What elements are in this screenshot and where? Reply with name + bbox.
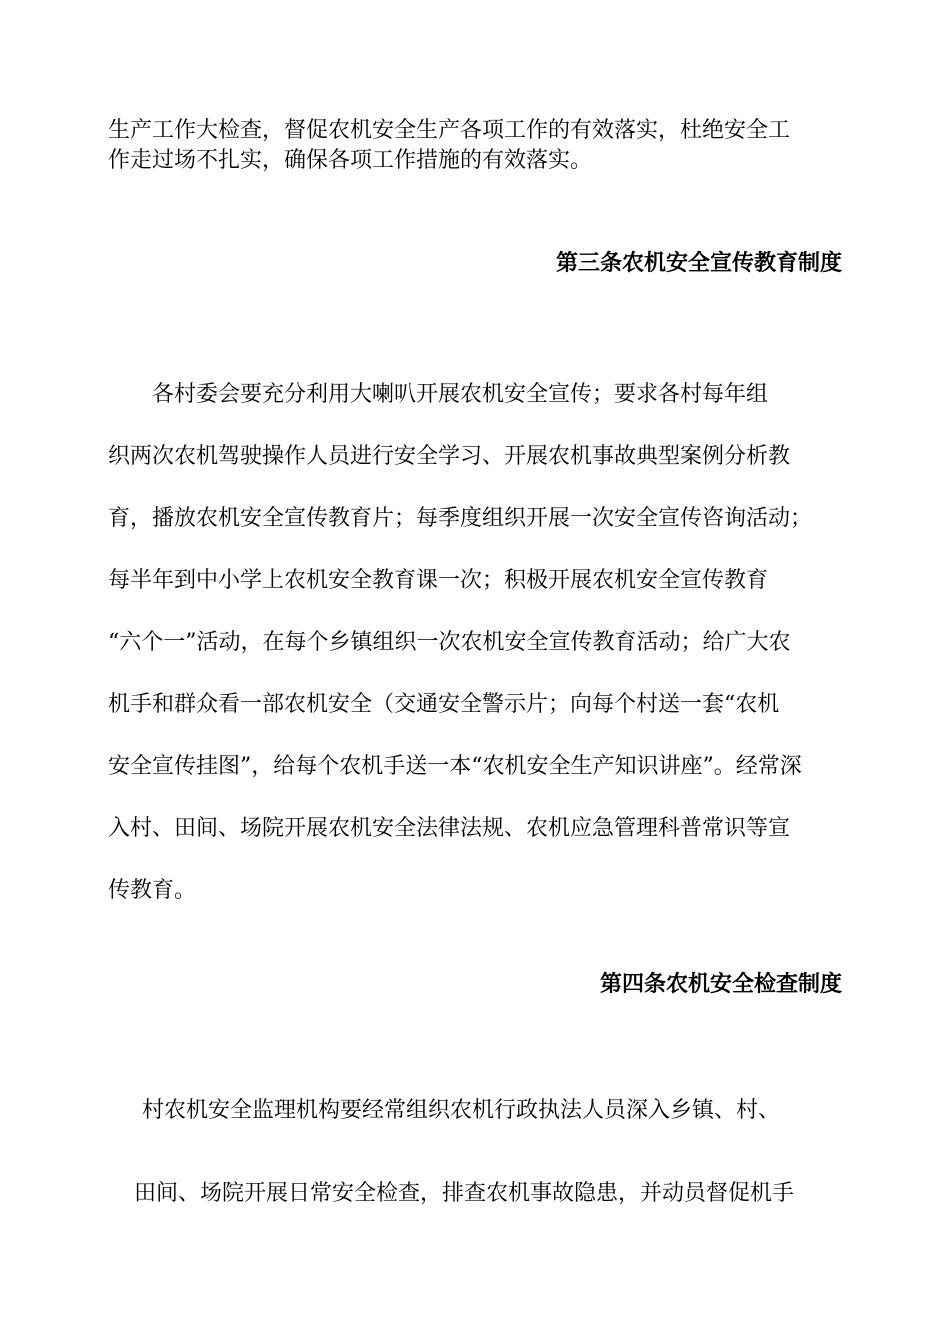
section3-line-3: 育，播放农机安全宣传教育片；每季度组织开展一次安全宣传咨询活动； <box>108 506 813 531</box>
section3-line-7: 安全宣传挂图”，给每个农机手送一本“农机安全生产知识讲座”。经常深 <box>108 754 802 779</box>
intro-paragraph <box>108 116 848 176</box>
section3-paragraph <box>108 364 848 922</box>
section3-line-6: 机手和群众看一部农机安全（交通安全警示片；向每个村送一套“农机 <box>108 692 780 717</box>
intro-line-2: 作走过场不扎实，确保各项工作措施的有效落实。 <box>108 148 593 173</box>
intro-line-1: 生产工作大检查，督促农机安全生产各项工作的有效落实，杜绝安全工 <box>108 118 791 143</box>
section3-line-8: 入村、田间、场院开展农机安全法律法规、农机应急管理科普常识等宣 <box>108 816 791 841</box>
section4-heading: 第四条农机安全检查制度 <box>599 971 842 997</box>
section3-heading: 第三条农机安全宣传教育制度 <box>555 250 842 276</box>
section4-line-2: 田间、场院开展日常安全检查，排查农机事故隐患，并动员督促机手 <box>134 1181 795 1206</box>
section3-line-9: 传教育。 <box>108 878 197 903</box>
section3-line-5: “六个一”活动，在每个乡镇组织一次农机安全宣传教育活动；给广大农 <box>108 630 791 655</box>
section4-line-1: 村农机安全监理机构要经常组织农机行政执法人员深入乡镇、村、 <box>142 1098 781 1123</box>
section3-line-2: 织两次农机驾驶操作人员进行安全学习、开展农机事故典型案例分析教 <box>108 444 791 469</box>
section3-line-1: 各村委会要充分利用大喇叭开展农机安全宣传；要求各村每年组 <box>108 382 769 407</box>
section3-line-4: 每半年到中小学上农机安全教育课一次；积极开展农机安全宣传教育 <box>108 568 769 593</box>
